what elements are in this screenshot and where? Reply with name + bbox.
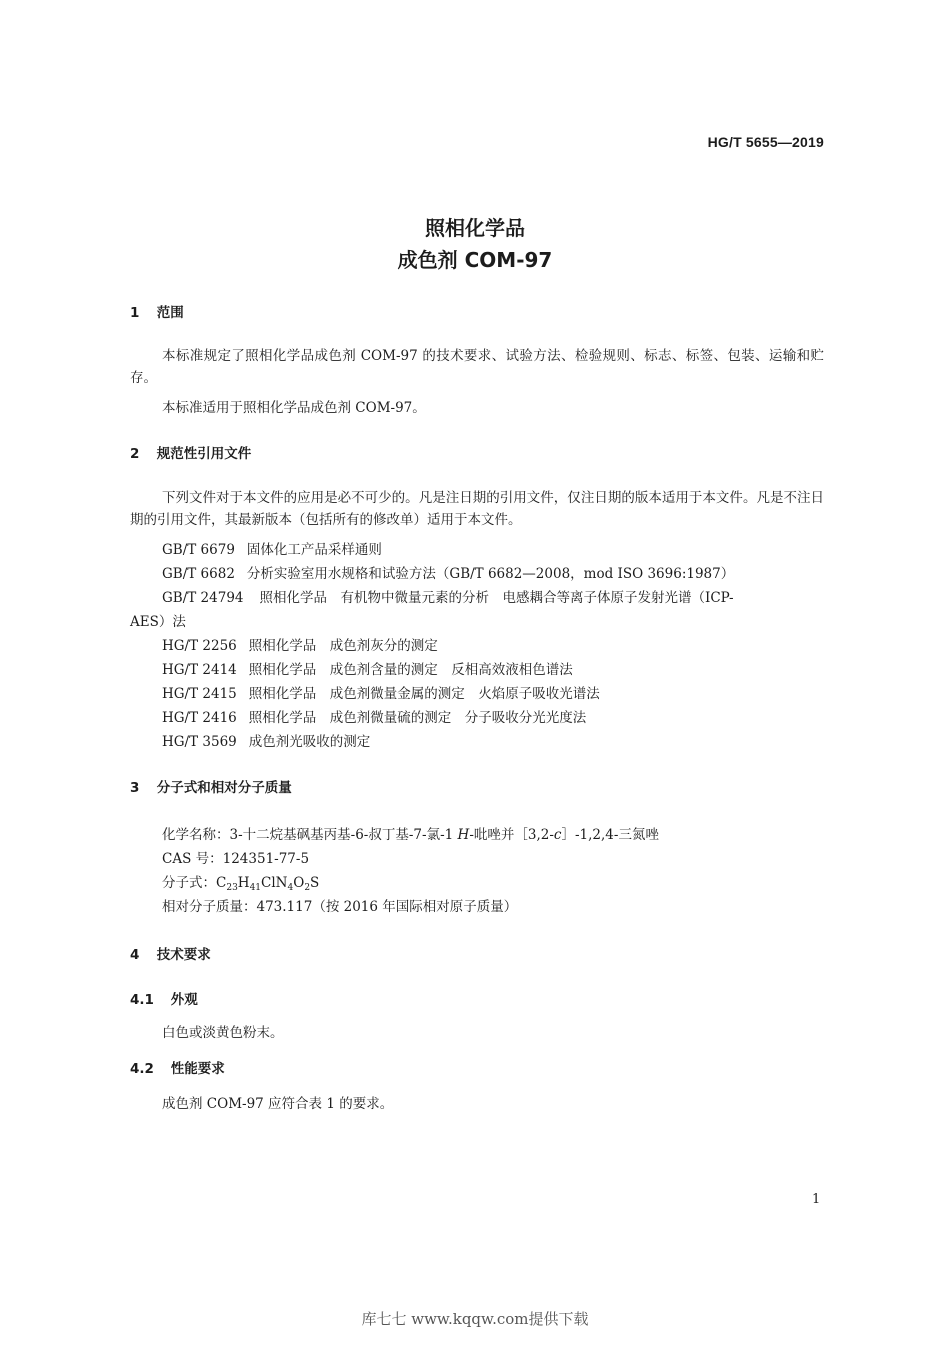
reference-title-continuation: AES）法 — [130, 614, 186, 630]
reference-item — [162, 658, 573, 678]
reference-item — [162, 634, 438, 654]
section-title: 规范性引用文件 — [156, 446, 252, 462]
reference-code: GB/T 6679 — [162, 542, 235, 558]
reference-code: GB/T 6682 — [162, 566, 235, 582]
section-number: 4.2 — [130, 1061, 154, 1077]
chemical-name-label: 化学名称： — [162, 827, 230, 843]
formula-element: C — [216, 875, 227, 891]
section-number: 1 — [130, 305, 140, 321]
reference-item — [162, 538, 382, 558]
reference-code: GB/T 24794 — [162, 590, 244, 606]
reference-code: HG/T 2416 — [162, 710, 237, 726]
chemical-name-italic: c — [553, 827, 562, 843]
title-line-1: 照相化学品 — [425, 216, 525, 240]
paragraph-applicability: 本标准适用于照相化学品成色剂 COM-97。 — [162, 400, 426, 416]
section-3-heading — [130, 776, 292, 796]
cas-value: 124351-77-5 — [222, 851, 310, 867]
reference-title: 照相化学品 有机物中微量元素的分析 电感耦合等离子体原子发射光谱（ICP- — [259, 590, 734, 606]
chemical-name — [162, 823, 659, 843]
chemical-name-part: ］-1,2,4-三氮唑 — [561, 827, 659, 843]
appearance-text: 白色或淡黄色粉末。 — [162, 1025, 284, 1041]
reference-code: HG/T 2256 — [162, 638, 237, 654]
section-number: 3 — [130, 780, 140, 796]
reference-title: 照相化学品 成色剂灰分的测定 — [248, 638, 438, 654]
document-number: HG/T 5655—2019 — [707, 134, 824, 150]
download-footer: 库七七 www.kqqw.com提供下载 — [361, 1310, 589, 1328]
paragraph-scope: 本标准规定了照相化学品成色剂 COM-97 的技术要求、试验方法、检验规则、标志、标签、包装、运输和贮存。 — [130, 348, 824, 386]
reference-title: 照相化学品 成色剂微量硫的测定 分子吸收分光光度法 — [248, 710, 587, 726]
mass-label: 相对分子质量： — [162, 899, 257, 915]
reference-item — [162, 682, 600, 702]
formula-element: H — [237, 875, 250, 891]
formula-subscript: 4 — [287, 883, 294, 893]
reference-code: HG/T 3569 — [162, 734, 237, 750]
title-line-2: 成色剂 COM-97 — [397, 248, 553, 272]
formula-element: S — [310, 875, 320, 891]
section-2-heading — [130, 442, 251, 462]
reference-code: HG/T 2415 — [162, 686, 237, 702]
section-title: 外观 — [170, 992, 198, 1008]
cas-number — [162, 847, 309, 867]
section-number: 4 — [130, 947, 140, 963]
mass-value: 473.117（按 2016 年国际相对原子质量） — [256, 899, 518, 915]
performance-text: 成色剂 COM-97 应符合表 1 的要求。 — [162, 1096, 394, 1112]
formula-subscript: 41 — [249, 883, 262, 893]
section-4-2-heading — [130, 1057, 225, 1077]
section-title: 技术要求 — [156, 947, 211, 963]
section-title: 性能要求 — [170, 1061, 225, 1077]
section-number: 2 — [130, 446, 140, 462]
reference-title: 固体化工产品采样通则 — [246, 542, 382, 558]
formula-element: O — [293, 875, 305, 891]
reference-title: 照相化学品 成色剂微量金属的测定 火焰原子吸收光谱法 — [248, 686, 600, 702]
reference-item — [162, 586, 734, 606]
formula-element: ClN — [261, 875, 288, 891]
page-number: 1 — [812, 1192, 821, 1207]
chemical-name-part: -吡唑并［3,2- — [469, 827, 554, 843]
section-title: 分子式和相对分子质量 — [156, 780, 292, 796]
reference-title: 照相化学品 成色剂含量的测定 反相高效液相色谱法 — [248, 662, 573, 678]
formula-label: 分子式： — [162, 875, 216, 891]
formula-subscript: 23 — [226, 883, 238, 893]
relative-molecular-mass — [162, 895, 517, 915]
reference-item — [162, 730, 370, 750]
reference-item — [162, 706, 586, 726]
reference-title: 成色剂光吸收的测定 — [248, 734, 371, 750]
section-4-heading — [130, 943, 211, 963]
section-1-heading — [130, 301, 184, 321]
formula-subscript: 2 — [304, 883, 311, 893]
cas-label: CAS 号： — [162, 851, 223, 867]
chemical-name-part: 3-十二烷基砜基丙基-6-叔丁基-7-氯-1 — [229, 827, 458, 843]
section-number: 4.1 — [130, 992, 154, 1008]
paragraph-references-intro: 下列文件对于本文件的应用是必不可少的。凡是注日期的引用文件，仅注日期的版本适用于本文件。凡是不注日期的引用文件，其最新版本（包括所有的修改单）适用于本文件。 — [130, 490, 824, 528]
section-4-1-heading — [130, 988, 198, 1008]
reference-code: HG/T 2414 — [162, 662, 237, 678]
reference-item — [162, 562, 734, 582]
reference-title: 分析实验室用水规格和试验方法（GB/T 6682—2008，mod ISO 3696:1987） — [246, 566, 735, 582]
chemical-name-italic: H — [457, 827, 470, 843]
section-title: 范围 — [156, 305, 184, 321]
molecular-formula — [162, 871, 319, 893]
